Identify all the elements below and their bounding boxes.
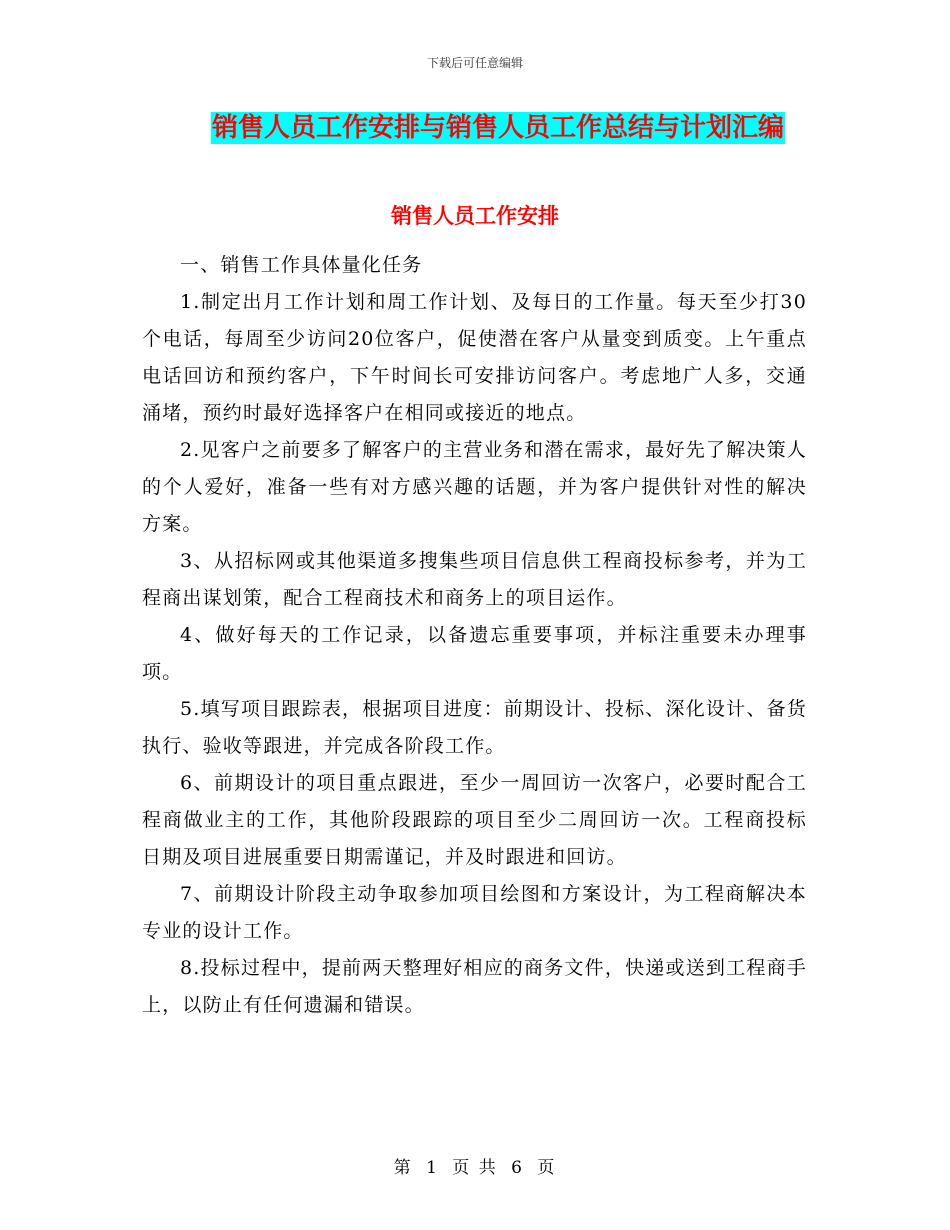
paragraph: 3、从招标网或其他渠道多搜集些项目信息供工程商投标参考，并为工程商出谋划策，配合工程商技术和商务上的项目运作。 — [142, 550, 807, 609]
paragraph: 4、做好每天的工作记录，以备遗忘重要事项，并标注重要未办理事项。 — [142, 624, 807, 683]
document-title-container — [0, 112, 950, 144]
footer-prefix: 第 — [393, 1158, 413, 1178]
document-body — [142, 247, 807, 1024]
paragraph: 1.制定出月工作计划和周工作计划、及每日的工作量。每天至少打30个电话，每周至少访问20位客户，促使潜在客户从量变到质变。上午重点电话回访和预约客户，下午时间长可安排访问客户。考虑地广人多，交通涌堵，预约时最好选择客户在相同或接近的地点。 — [142, 291, 807, 424]
paragraph: 8.投标过程中，提前两天整理好相应的商务文件，快递或送到工程商手上，以防止有任何遗漏和错误。 — [142, 957, 807, 1016]
total-page-count: 6 — [511, 1158, 524, 1178]
paragraph-heading: 一、销售工作具体量化任务 — [180, 254, 423, 276]
document-title: 销售人员工作安排与销售人员工作总结与计划汇编 — [211, 113, 784, 143]
paragraph: 5.填写项目跟踪表，根据项目进度：前期设计、投标、深化设计、备货执行、验收等跟进，并完成各阶段工作。 — [142, 698, 807, 757]
paragraph: 6、前期设计的项目重点跟进，至少一周回访一次客户，必要时配合工程商做业主的工作，其他阶段跟踪的项目至少二周回访一次。工程商投标日期及项目进展重要日期需谨记，并及时跟进和回访。 — [142, 772, 807, 868]
page-footer — [0, 1153, 950, 1178]
paragraph: 2.见客户之前要多了解客户的主营业务和潜在需求，最好先了解决策人的个人爱好，准备一些有对方感兴趣的话题，并为客户提供针对性的解决方案。 — [142, 439, 807, 535]
footer-middle: 页 共 — [452, 1158, 498, 1178]
header-note: 下载后可任意编辑 — [426, 56, 523, 70]
section-title: 销售人员工作安排 — [391, 204, 559, 228]
footer-suffix: 页 — [537, 1158, 557, 1178]
current-page-number: 1 — [426, 1158, 439, 1178]
paragraph: 7、前期设计阶段主动争取参加项目绘图和方案设计，为工程商解决本专业的设计工作。 — [142, 883, 807, 942]
